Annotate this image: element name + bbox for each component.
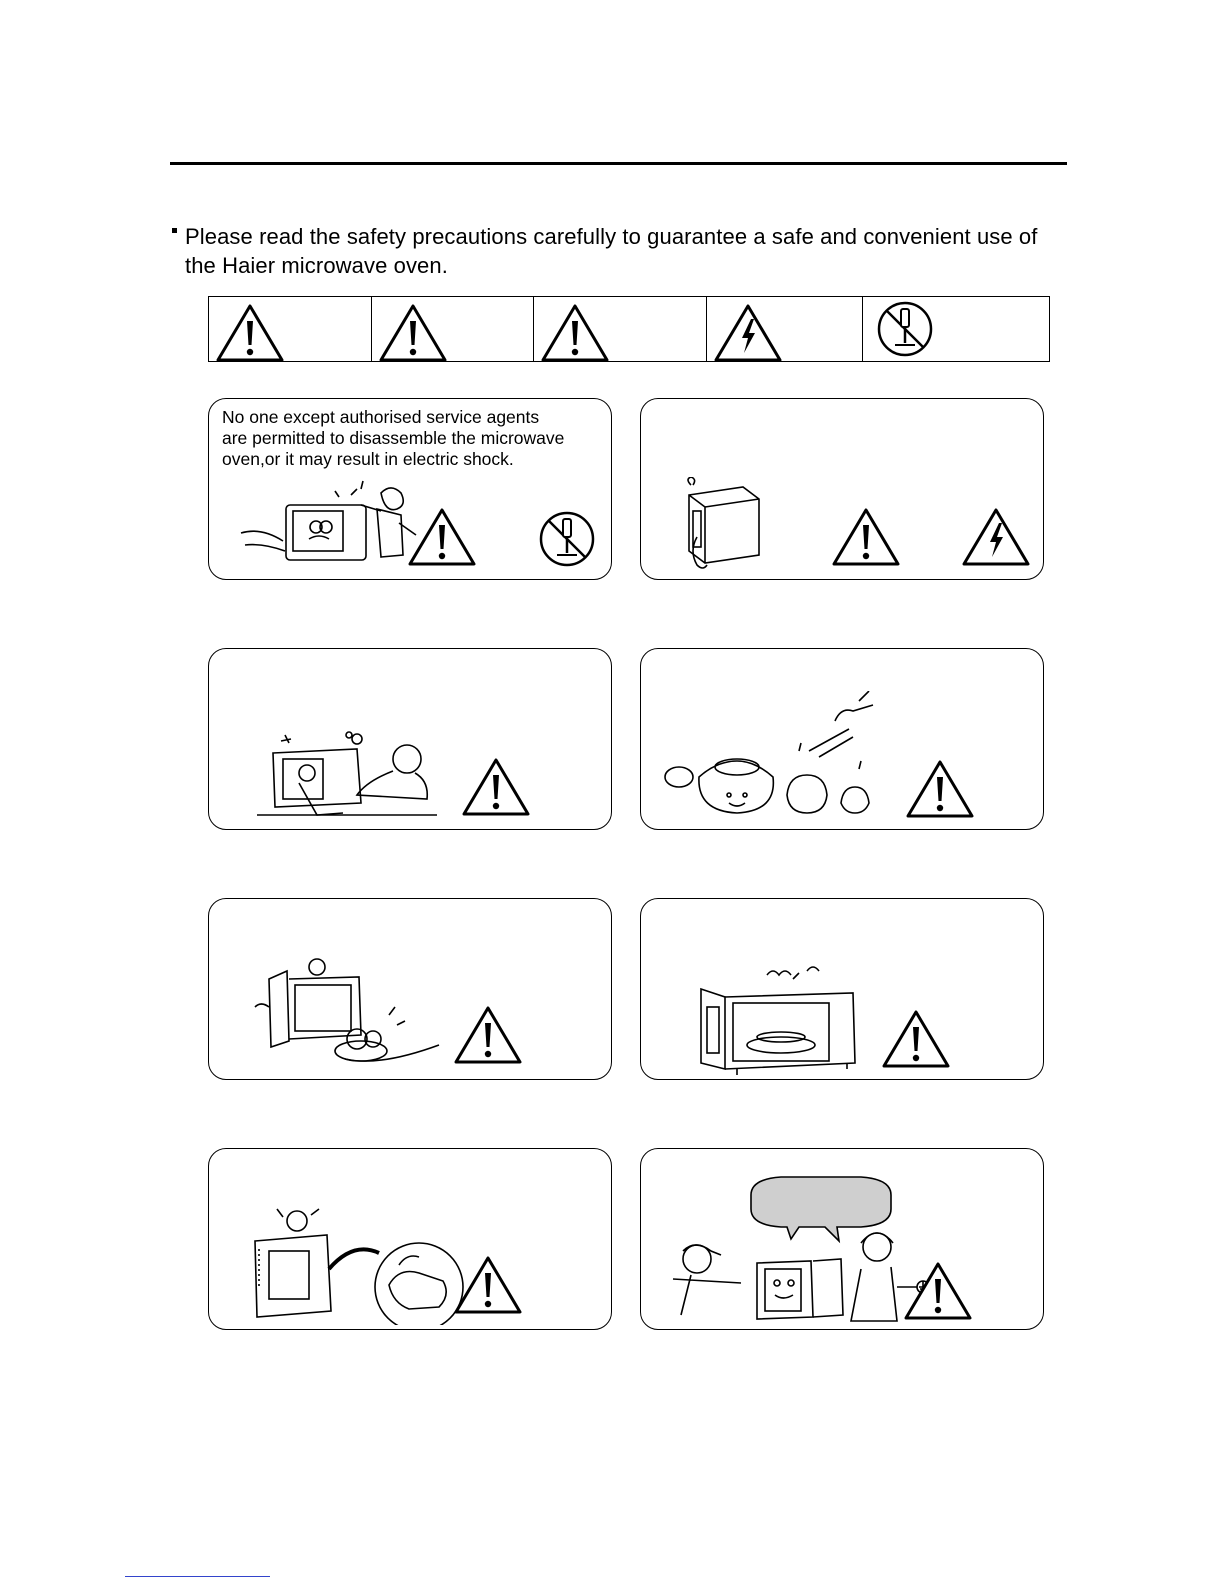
warning-triangle-icon <box>407 507 477 567</box>
warning-triangle-icon <box>905 759 975 819</box>
sealed-containers-illustration <box>659 691 889 821</box>
no-disassembly-icon <box>537 509 597 569</box>
precaution-panel-8 <box>640 1148 1044 1330</box>
precaution-panel-5 <box>208 898 612 1080</box>
warning-triangle-icon <box>453 1255 523 1315</box>
no-disassembly-icon <box>875 299 935 359</box>
warning-triangle-icon <box>378 303 448 363</box>
legend-cell-warning-1 <box>209 297 372 361</box>
bullet-marker <box>172 228 177 233</box>
electric-hazard-icon <box>961 507 1031 567</box>
intro-bullet <box>172 222 1072 280</box>
intro-text: Please read the safety precautions carefully to guarantee a safe and convenient use of the Haier microwave oven. <box>185 224 1038 278</box>
legend-cell-electric <box>707 297 864 361</box>
warning-triangle-icon <box>831 507 901 567</box>
precaution-panel-6 <box>640 898 1044 1080</box>
warning-triangle-icon <box>903 1261 973 1321</box>
legend-cell-warning-2 <box>372 297 535 361</box>
precaution-panel-2 <box>640 398 1044 580</box>
grounding-illustration <box>661 1155 941 1327</box>
oven-disassembly-illustration <box>231 475 421 575</box>
hot-dish-illustration <box>249 955 459 1075</box>
warning-triangle-icon <box>881 1009 951 1069</box>
oven-gloves-illustration <box>249 1199 469 1325</box>
symbol-legend <box>208 296 1050 362</box>
precaution-panel-3 <box>208 648 612 830</box>
oven-cord-illustration <box>671 477 771 577</box>
header-rule <box>170 162 1067 165</box>
warning-triangle-icon <box>461 757 531 817</box>
footer-link-underline <box>125 1576 270 1577</box>
precaution-panel-1 <box>208 398 612 580</box>
warning-triangle-icon <box>453 1005 523 1065</box>
legend-cell-no-disassembly <box>863 297 1049 361</box>
panel-text: No one except authorised service agents are permitted to disassemble the microwave oven,or it may result in electric shock. <box>222 407 565 469</box>
legend-cell-warning-3 <box>534 297 707 361</box>
precaution-panel-7 <box>208 1148 612 1330</box>
electric-hazard-icon <box>713 303 783 363</box>
warning-triangle-icon <box>540 303 610 363</box>
open-oven-illustration <box>697 959 867 1075</box>
children-oven-illustration <box>257 723 447 823</box>
warning-triangle-icon <box>215 303 285 363</box>
precaution-panel-4 <box>640 648 1044 830</box>
